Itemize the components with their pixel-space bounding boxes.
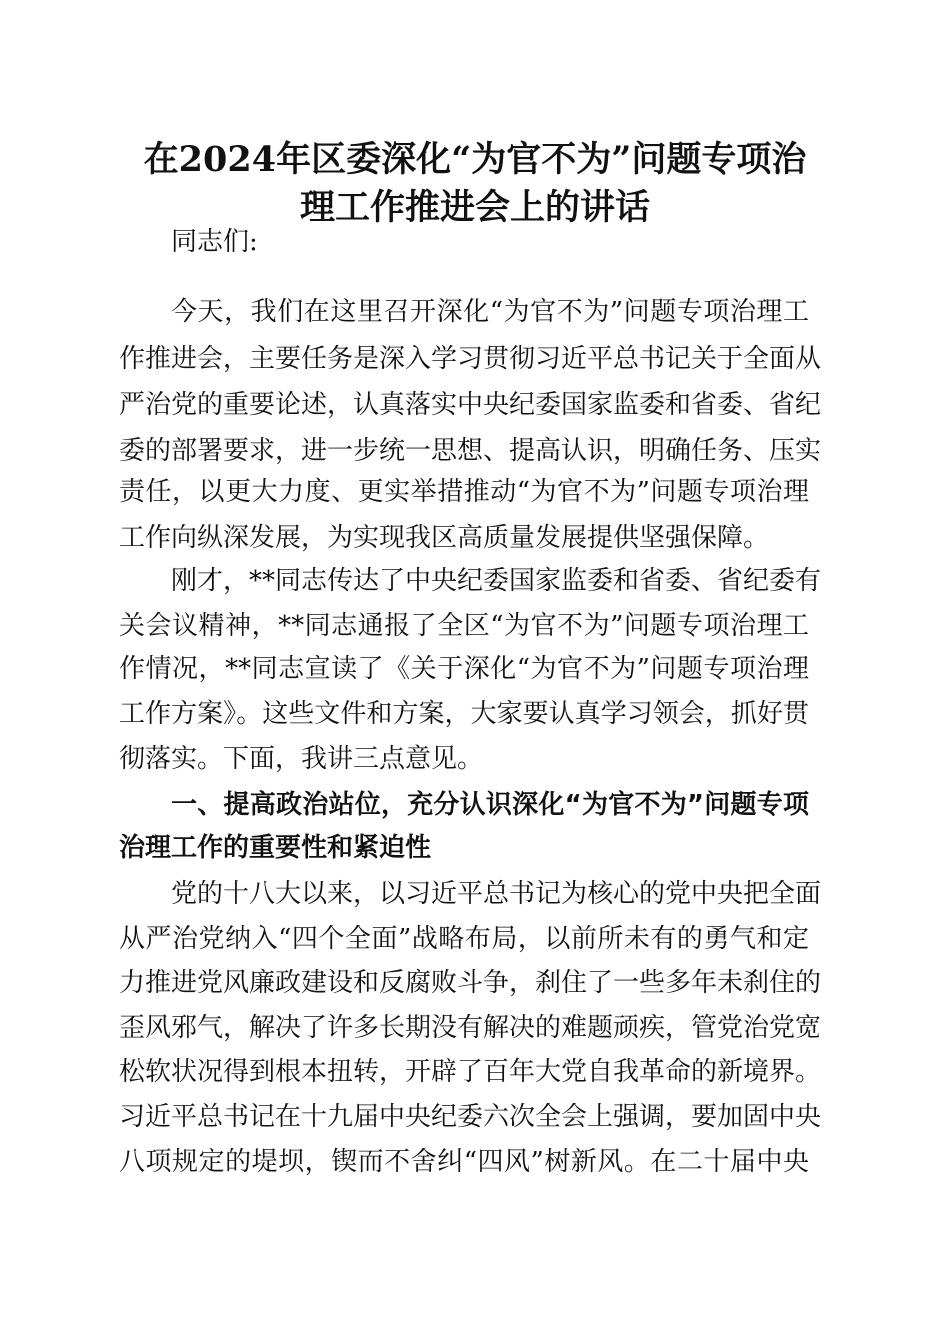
paragraph-3-line: 八项规定的堤坝，锲而不舍纠“四风”树新风。在二十届中央 [119,1147,809,1177]
paragraph-2-line: 关会议精神，**同志通报了全区“为官不为”问题专项治理工 [119,611,809,641]
paragraph-3-line: 党的十八大以来，以习近平总书记为核心的党中央把全面 [171,879,822,909]
paragraph-1-line: 责任，以更大力度、更实举措推动“为官不为”问题专项治理 [119,477,809,507]
salutation: 同志们: [171,227,258,257]
section-heading-1-line: 治理工作的重要性和紧迫性 [119,833,432,863]
paragraph-3-line: 力推进党风廉政建设和反腐败斗争，刹住了一些多年未刹住的 [119,968,822,998]
section-heading-1-line: 一、提高政治站位，充分认识深化“为官不为”问题专项 [171,790,809,820]
document-title-line-2: 理工作推进会上的讲话 [299,187,650,228]
paragraph-3-line: 习近平总书记在十九届中央纪委六次全会上强调，要加固中央 [119,1102,822,1132]
paragraph-3-line: 松软状况得到根本扭转，开辟了百年大党自我革命的新境界。 [119,1057,822,1087]
paragraph-2-line: 彻落实。下面，我讲三点意见。 [119,744,484,774]
paragraph-3-line: 从严治党纳入“四个全面”战略布局，以前所未有的勇气和定 [119,924,809,954]
paragraph-1-line: 作推进会，主要任务是深入学习贯彻习近平总书记关于全面从 [119,344,822,374]
paragraph-1-line: 委的部署要求，进一步统一思想、提高认识，明确任务、压实 [119,436,822,466]
paragraph-1-line: 严治党的重要论述，认真落实中央纪委国家监委和省委、省纪 [119,390,822,420]
paragraph-2-line: 作情况，**同志宣读了《关于深化“为官不为”问题专项治理 [119,654,809,684]
paragraph-2-line: 工作方案》。这些文件和方案，大家要认真学习领会，抓好贯 [119,699,809,729]
paragraph-1-line: 今天，我们在这里召开深化“为官不为”问题专项治理工 [171,297,809,327]
paragraph-2-line: 刚才，**同志传达了中央纪委国家监委和省委、省纪委有 [171,566,822,596]
document-title-line-1: 在2024年区委深化“为官不为”问题专项治 [143,139,807,180]
paragraph-3-line: 歪风邪气，解决了许多长期没有解决的难题顽疾，管党治党宽 [119,1013,822,1043]
paragraph-1-line: 工作向纵深发展，为实现我区高质量发展提供坚强保障。 [119,523,770,553]
